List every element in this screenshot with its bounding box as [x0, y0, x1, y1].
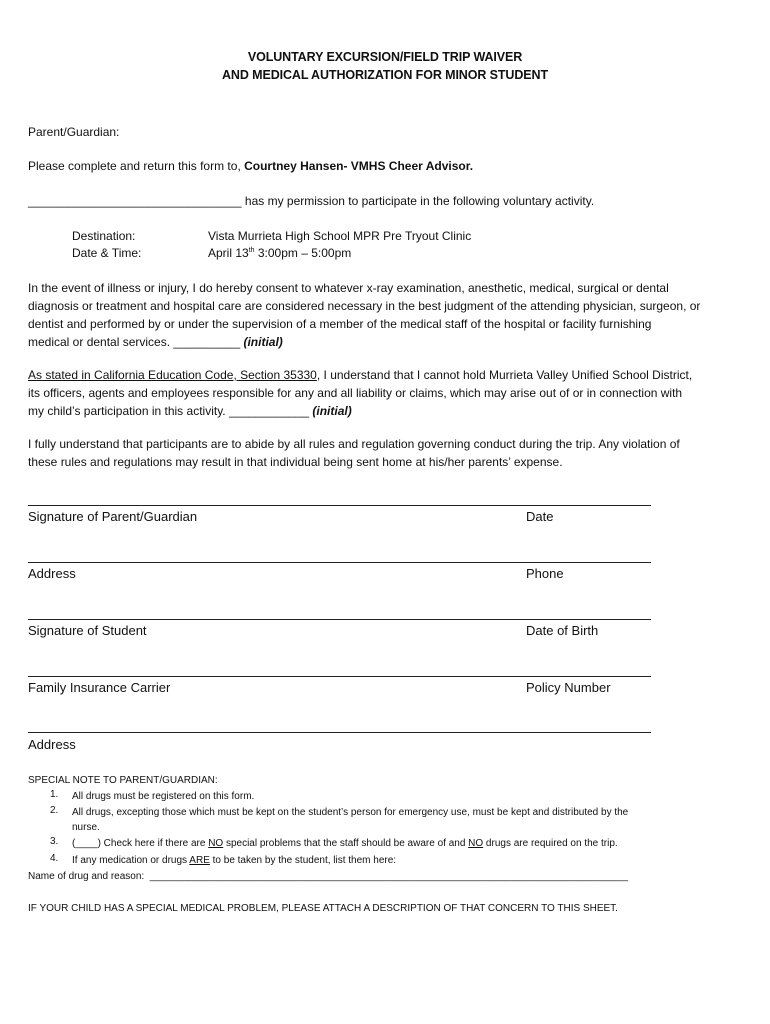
medical-line-3: dentist and performed by or under the supervision of a member of the medical staff of the hospital or facility furnishing [28, 317, 652, 331]
note-number-1: 1. [50, 789, 59, 800]
conduct-paragraph [28, 435, 748, 471]
note-item-2-line-1: All drugs, excepting those which must be kept on the student’s person for emergency use, must be kept and distributed by the [72, 807, 629, 818]
address-label: Address [28, 566, 76, 581]
medical-initial-label: (initial) [243, 335, 283, 349]
note-item-2 [72, 805, 732, 835]
attach-description-note: IF YOUR CHILD HAS A SPECIAL MEDICAL PROBLEM, PLEASE ATTACH A DESCRIPTION OF THAT CONCERN TO THIS SHEET. [28, 903, 618, 914]
form-title-line-1: VOLUNTARY EXCURSION/FIELD TRIP WAIVER [247, 50, 523, 64]
insurance-carrier-label: Family Insurance Carrier [28, 680, 171, 695]
education-code-reference: As stated in California Education Code, Section 35330 [28, 368, 317, 382]
datetime-value [208, 246, 351, 260]
conduct-line-2: these rules and regulations may result in that individual being sent home at his/her parents’ expense. [28, 455, 563, 469]
no-problems-checkbox-text[interactable]: (____) Check here if there are [72, 838, 209, 849]
medical-line-4 [28, 333, 748, 351]
note-item-3-end: drugs are required on the trip. [483, 838, 618, 849]
parent-guardian-label: Parent/Guardian: [28, 125, 120, 139]
note-number-3: 3. [50, 836, 59, 847]
liability-line-2: its officers, agents and employees responsible for any and all liability or claims, which may arise out of or in connection with [28, 386, 683, 400]
second-address-line[interactable] [28, 732, 651, 733]
advisor-name: Courtney Hansen- VMHS Cheer Advisor. [244, 159, 474, 173]
liability-line-3 [28, 402, 748, 420]
student-signature-label: Signature of Student [28, 623, 147, 638]
conduct-line-1: I fully understand that participants are to abide by all rules and regulation governing conduct during the trip. Any violation of [28, 437, 680, 451]
are-emphasis: ARE [189, 855, 210, 866]
return-prefix: Please complete and return this form to, [28, 159, 245, 173]
parent-signature-label: Signature of Parent/Guardian [28, 509, 198, 524]
phone-label: Phone [526, 566, 564, 581]
medical-line-1: In the event of illness or injury, I do hereby consent to whatever x-ray examination, anesthetic, medical, surgical or dental [28, 281, 669, 295]
no-emphasis-1: NO [208, 838, 224, 849]
date-suffix-th: th [248, 247, 255, 254]
note-number-4: 4. [50, 853, 59, 864]
destination-value: Vista Murrieta High School MPR Pre Tryout Clinic [208, 229, 472, 243]
destination-label: Destination: [72, 229, 136, 243]
permission-statement [28, 192, 748, 210]
datetime-label: Date & Time: [72, 246, 142, 260]
liability-initial-blank[interactable]: my child’s participation in this activity. ____________ [28, 404, 313, 418]
liability-line-1 [28, 366, 748, 384]
policy-number-label: Policy Number [526, 680, 611, 695]
medical-line-2: diagnosis or treatment and hospital care are considered necessary in the best judgment of the attending physician, surgeon, or [28, 299, 701, 313]
drug-name-reason-field[interactable]: Name of drug and reason: ______________________________________________________________________________________ [28, 871, 629, 882]
student-name-blank[interactable]: ________________________________ [28, 194, 242, 208]
special-note-heading: SPECIAL NOTE TO PARENT/GUARDIAN: [28, 775, 218, 786]
note-item-3-middle: special problems that the staff should be aware of and [223, 838, 469, 849]
note-item-1: All drugs must be registered on this form. [72, 791, 255, 802]
note-number-2: 2. [50, 805, 59, 816]
permission-text: has my permission to participate in the following voluntary activity. [241, 194, 595, 208]
date-label: Date [526, 509, 554, 524]
note-item-4-end: to be taken by the student, list them here: [209, 855, 397, 866]
date-of-birth-label: Date of Birth [526, 623, 599, 638]
form-title-line-2: AND MEDICAL AUTHORIZATION FOR MINOR STUDENT [221, 68, 548, 82]
address-phone-line[interactable] [28, 562, 651, 563]
note-item-4-start: If any medication or drugs [72, 855, 190, 866]
date-prefix: April 13 [208, 246, 249, 260]
parent-signature-line[interactable] [28, 505, 651, 506]
no-emphasis-2: NO [468, 838, 484, 849]
medical-initial-blank[interactable]: medical or dental services. __________ [28, 335, 244, 349]
return-instructions [28, 157, 748, 175]
liability-line-1-rest: , I understand that I cannot hold Murrieta Valley Unified School District, [316, 368, 693, 382]
liability-paragraph [28, 366, 748, 420]
note-item-3 [72, 836, 732, 851]
student-signature-line[interactable] [28, 619, 651, 620]
note-item-2-line-2: nurse. [72, 822, 100, 833]
time-range: 3:00pm – 5:00pm [254, 246, 352, 260]
medical-consent-paragraph [28, 279, 748, 351]
second-address-label: Address [28, 737, 76, 752]
note-item-4 [72, 853, 732, 868]
liability-initial-label: (initial) [312, 404, 352, 418]
insurance-line[interactable] [28, 676, 651, 677]
